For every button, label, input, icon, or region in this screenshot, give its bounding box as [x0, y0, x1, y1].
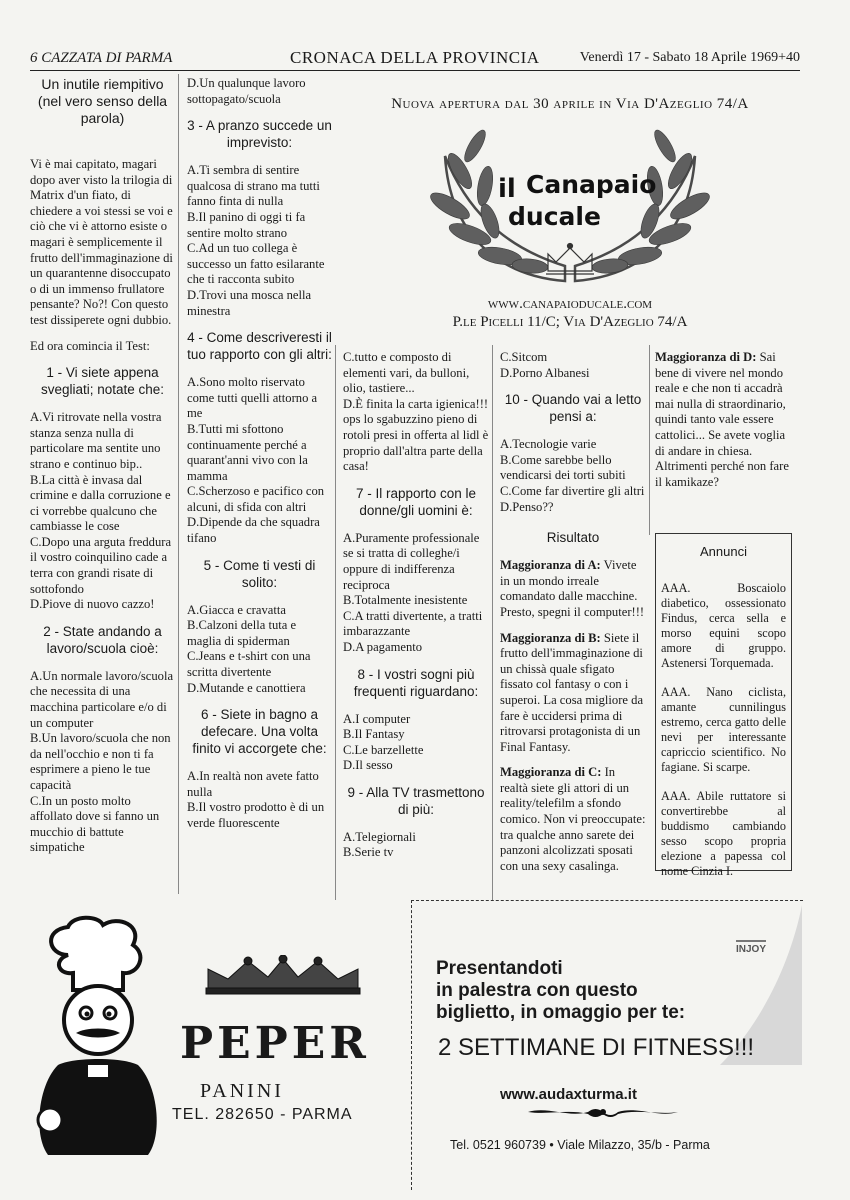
annuncio-item: AAA. Nano ciclista, amante cunnilingus estremo, cerca gatto delle nevi per interessante capriccio scientifico. No fagiane. Si scarpe.: [661, 685, 786, 774]
canapaio-address: P.le Picelli 11/C; Via D'Azeglio 74/A: [452, 314, 688, 330]
result-d-label: Maggioranza di D:: [655, 350, 757, 364]
canapaio-website[interactable]: www.canapaioducale.com: [487, 296, 653, 312]
column-5: [655, 350, 795, 500]
answer: A.Tecnologie varie: [500, 437, 597, 452]
gym-promo-text: [436, 958, 685, 1024]
question-9-title: 9 - Alla TV trasmettono di più:: [347, 784, 485, 817]
chef-mascot-icon: [28, 915, 178, 1155]
answer: D.Un qualunque lavoro sottopagato/scuola: [187, 76, 306, 106]
gym-promo-line: in palestra con questo: [436, 980, 638, 1001]
answer: A.Vi ritrovate nella vostra stanza senza nulla di particolare ma sentite uno strano e continuo bip..: [30, 410, 162, 471]
crown-icon: [198, 955, 368, 995]
answer: C.Scherzoso e pacifico con alcuni, di sfida con altri: [187, 484, 325, 514]
answer: C.Dopo una arguta freddura il vostro coinquilino cade a terra con grandi risate di sottofondo: [30, 534, 172, 596]
answer: C.Come far divertire gli altri: [500, 483, 645, 498]
result-d-text: Sai bene di vivere nel mondo reale e che non ti accadrà mai nulla di straordinario, quindi tanto vale essere cattolici... Se avete voglia di andare in chiesa. Altrimenti perché non fare il kamikaze?: [655, 350, 789, 489]
answer: C.Le barzellette: [343, 742, 424, 757]
column-1: [30, 76, 175, 856]
question-2-title: 2 - State andando a lavoro/scuola cioè:: [43, 623, 162, 656]
results-title: Risultato: [546, 530, 600, 546]
canapaio-logo-il: il: [498, 174, 516, 204]
question-6-title: 6 - Siete in bagno a defecare. Una volta finito vi accorgete che:: [192, 707, 327, 757]
question-8-title: 8 - I vostri sogni più frequenti riguardano:: [353, 666, 479, 699]
question-4-title: 4 - Come descriveresti il tuo rapporto con gli altri:: [187, 330, 332, 363]
gym-contact: Tel. 0521 960739 • Viale Milazzo, 35/b - Parma: [450, 1138, 710, 1152]
answer: C.Sitcom: [500, 350, 548, 364]
coupon-cut-line: [411, 900, 803, 901]
column-3: [343, 350, 489, 861]
peper-sub: PANINI: [200, 1080, 284, 1102]
answer: B.Totalmente inesistente: [343, 593, 468, 608]
masthead: [30, 48, 800, 71]
masthead-section: CRONACA DELLA PROVINCIA: [290, 48, 540, 67]
answer: A.Telegiornali: [343, 829, 416, 844]
column-divider: [178, 74, 179, 894]
answer: A.Puramente professionale se si tratta di colleghe/i oppure di indifferenza reciproca: [343, 530, 480, 592]
question-3-title: 3 - A pranzo succede un imprevisto:: [187, 118, 332, 151]
result-b-text: Siete il frutto dell'immaginazione di un chissà quale sfigato fissato col fantasy o con i superoi. La cosa migliore da fare è uccidersi prima di ritrovarsi protagonista di un Final Fantasy.: [500, 630, 644, 754]
peper-phone: TEL. 282650 - PARMA: [172, 1106, 353, 1123]
column-divider: [492, 345, 493, 900]
answer: A.Sono molto riservato come tutti quelli attorno a me: [187, 375, 318, 421]
answer: B.Calzoni della tuta e maglia di spiderman: [187, 618, 297, 648]
article-start: Ed ora comincia il Test:: [30, 338, 150, 353]
answer: D.Penso??: [500, 499, 554, 514]
answer: D.A pagamento: [343, 639, 423, 654]
question-7-title: 7 - Il rapporto con le donne/gli uomini è:: [355, 485, 477, 518]
annunci-box: [655, 533, 792, 878]
answer: D.Il sesso: [343, 758, 393, 773]
injoy-logo: INJOY: [736, 940, 766, 955]
answer: D.Porno Albanesi: [500, 365, 590, 380]
result-b-label: Maggioranza di B:: [500, 630, 601, 645]
answer: D.Mutande e canottiera: [187, 680, 306, 695]
masthead-page: 6 CAZZATA DI PARMA: [30, 50, 173, 66]
answer: B.Tutti mi sfottono continuamente perché a quarant'anni vivo con la mamma: [187, 421, 308, 483]
question-5-title: 5 - Come ti vesti di solito:: [203, 557, 316, 590]
ornament-divider-icon: [528, 1104, 678, 1120]
peper-brand: PEPER: [180, 1018, 370, 1069]
canapaio-logo-canapaio: Canapaio: [526, 170, 657, 199]
answer: D.Piove di nuovo cazzo!: [30, 597, 155, 612]
annuncio-item: AAA. Abile ruttatore si convertirebbe al buddismo cambiando sesso scopo propria elezione a papessa col nome Cinzia I.: [661, 789, 786, 878]
answer: B.Un lavoro/scuola che non da nell'occhio e non ti fa esprimere a pieno le tue capacità: [30, 731, 171, 792]
article-title: Un inutile riempitivo (nel vero senso della parola): [37, 76, 168, 126]
answer: D.Dipende da che squadra tifano: [187, 515, 320, 546]
answer: B.Il vostro prodotto è di un verde fluorescente: [187, 800, 325, 830]
column-divider: [335, 345, 336, 900]
canapaio-ad: [340, 78, 800, 343]
question-10-title: 10 - Quando vai a letto pensi a:: [504, 392, 642, 425]
answer: D.È finita la carta igienica!!! ops lo sgabuzzino pieno di rotoli presi in offerta al lidl è proprio dall'altra parte della casa!: [343, 396, 489, 474]
answer: B.Come sarebbe bello vendicarsi dei torti subiti: [500, 452, 626, 483]
answer: A.Giacca e cravatta: [187, 602, 286, 617]
masthead-date: Venerdì 17 - Sabato 18 Aprile 1969+40: [579, 50, 800, 65]
crown-icon: [546, 244, 594, 275]
canapaio-tagline: Nuova apertura dal 30 aprile in Via D'Azeglio 74/A: [391, 96, 749, 112]
result-a-text: Vivete in un mondo irreale comandato dalle macchine. Presto, spegni il computer!!!: [500, 558, 645, 619]
result-c-label: Maggioranza di C:: [500, 765, 602, 780]
answer: B.Il panino di oggi ti fa sentire molto strano: [187, 209, 306, 240]
annunci-title: Annunci: [700, 544, 747, 559]
answer: A.In realtà non avete fatto nulla: [187, 769, 319, 799]
answer: C.tutto e composto di elementi vari, da bulloni, olio, tastiere...: [343, 350, 470, 396]
annuncio-item: AAA. Boscaiolo diabetico, ossessionato Findus, cerca sella e morso equini scopo amore di gruppo. Astenersi Torquemada.: [661, 581, 786, 670]
answer: B.Serie tv: [343, 845, 394, 860]
column-2: [187, 76, 332, 832]
gym-website[interactable]: www.audaxturma.it: [500, 1086, 637, 1103]
gym-promo-line: Presentandoti: [436, 958, 563, 979]
question-1-title: 1 - Vi siete appena svegliati; notate che:: [40, 365, 165, 398]
result-c-text: In realtà siete gli attori di un reality/telefilm a sfondo comico. Non vi preoccupate: tra qualche anno sarete dei panzoni alcolizzati sposati con una sexy casalinga.: [500, 765, 646, 873]
answer: B.La città è invasa dal crimine e dalla corruzione e ci vorrebbe qualcuno che cambiasse le cose: [30, 472, 171, 534]
answer: A.Ti sembra di sentire qualcosa di strano ma tutti fanno finta di nulla: [187, 163, 320, 209]
gym-offer: 2 SETTIMANE DI FITNESS!!!: [438, 1034, 755, 1061]
answer: B.Il Fantasy: [343, 727, 405, 742]
coupon-cut-line: [411, 900, 412, 1190]
answer: C.Jeans e t-shirt con una scritta divertente: [187, 649, 311, 680]
answer: C.Ad un tuo collega è successo un fatto esilarante che ti racconta subito: [187, 241, 325, 287]
answer: C.In un posto molto affollato dove si fanno un mucchio di battute simpatiche: [30, 793, 160, 855]
canapaio-logo-ducale: ducale: [508, 202, 601, 231]
column-divider: [649, 345, 650, 535]
article-intro: Vi è mai capitato, magari dopo aver visto la trilogia di Matrix d'un fiato, di chiedere a voi stessi se voi e ciò che vi è attorno esiste o magari è semplicemente il frutto dell'immaginazione di un quarantenne disoccupato o di un immenso frullatore pensante? No?! Con questo test dissiperete ogni dubbio.: [30, 157, 173, 327]
answer: D.Trovi una mosca nella minestra: [187, 287, 312, 318]
gym-promo-line: biglietto, in omaggio per te:: [436, 1002, 686, 1023]
answer: A.Un normale lavoro/scuola che necessita di una macchina particolare e/o di un computer: [30, 668, 174, 730]
result-a-label: Maggioranza di A:: [500, 558, 601, 573]
column-4: [500, 350, 646, 874]
answer: C.A tratti divertente, a tratti imbarazzante: [343, 608, 483, 639]
answer: A.I computer: [343, 711, 411, 726]
